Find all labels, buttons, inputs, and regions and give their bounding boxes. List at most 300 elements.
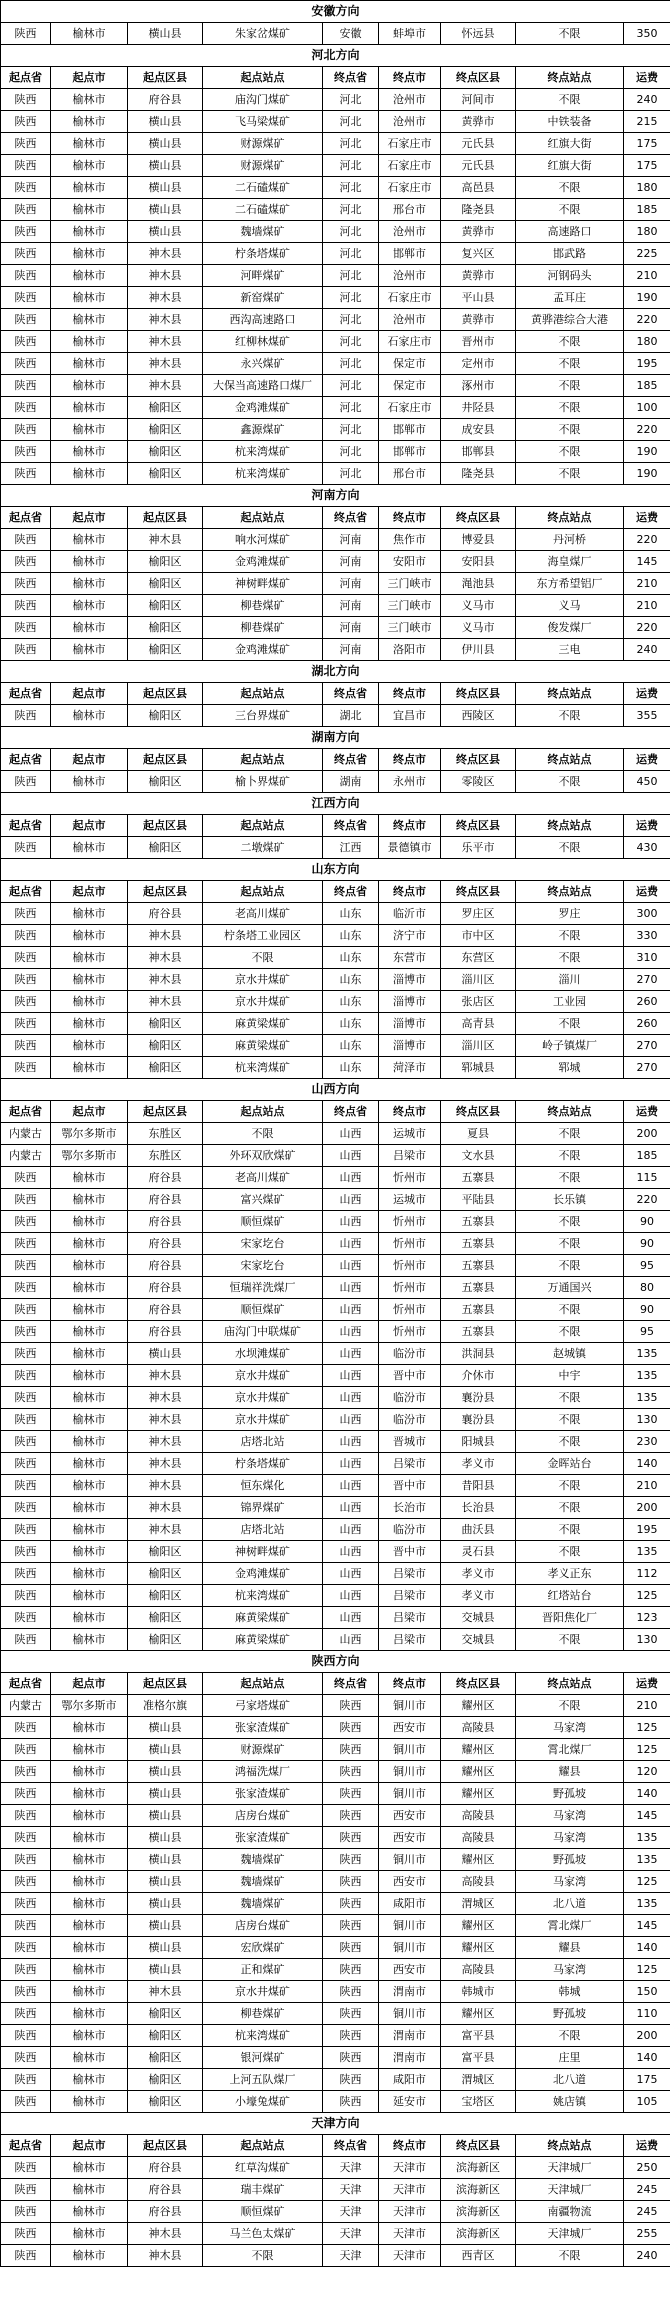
table-cell: 外环双欣煤矿 xyxy=(203,1145,323,1167)
column-header: 终点市 xyxy=(379,67,441,89)
table-cell: 张店区 xyxy=(441,991,516,1013)
table-cell: 河北 xyxy=(323,265,379,287)
table-cell: 天津 xyxy=(323,2157,379,2179)
table-cell: 鸿福洗煤厂 xyxy=(203,1761,323,1783)
table-body xyxy=(1,1,670,2267)
table-cell: 吕梁市 xyxy=(379,1585,441,1607)
table-cell: 柠条塔煤矿 xyxy=(203,243,323,265)
column-header: 终点省 xyxy=(323,881,379,903)
table-cell: 陕西 xyxy=(1,1409,51,1431)
table-cell: 山西 xyxy=(323,1277,379,1299)
column-header: 起点市 xyxy=(51,815,128,837)
table-cell: 三台界煤矿 xyxy=(203,705,323,727)
table-cell: 山西 xyxy=(323,1365,379,1387)
table-cell: 陕西 xyxy=(323,2069,379,2091)
table-cell: 耀县 xyxy=(516,1937,624,1959)
table-cell: 220 xyxy=(624,1189,670,1211)
table-cell: 150 xyxy=(624,1981,670,2003)
table-cell: 450 xyxy=(624,771,670,793)
table-cell: 河北 xyxy=(323,353,379,375)
section-title-row xyxy=(1,1,670,23)
table-cell: 横山县 xyxy=(128,1915,203,1937)
table-cell: 河畔煤矿 xyxy=(203,265,323,287)
table-cell: 山东 xyxy=(323,1013,379,1035)
table-cell: 陕西 xyxy=(323,1783,379,1805)
table-cell: 晋中市 xyxy=(379,1541,441,1563)
column-header: 终点市 xyxy=(379,749,441,771)
table-cell: 横山县 xyxy=(128,199,203,221)
table-cell: 榆林市 xyxy=(51,991,128,1013)
table-cell: 河北 xyxy=(323,221,379,243)
table-cell: 260 xyxy=(624,991,670,1013)
column-header: 起点市 xyxy=(51,2135,128,2157)
table-cell: 复兴区 xyxy=(441,243,516,265)
table-cell: 榆林市 xyxy=(51,1409,128,1431)
column-header: 终点省 xyxy=(323,683,379,705)
table-cell: 渭南市 xyxy=(379,2025,441,2047)
table-cell: 130 xyxy=(624,1629,670,1651)
table-cell: 横山县 xyxy=(128,177,203,199)
table-cell: 河北 xyxy=(323,375,379,397)
table-cell: 杭来湾煤矿 xyxy=(203,2025,323,2047)
column-header: 终点站点 xyxy=(516,1673,624,1695)
table-cell: 怀远县 xyxy=(441,23,516,45)
table-cell: 不限 xyxy=(516,463,624,485)
table-cell: 金鸡滩煤矿 xyxy=(203,639,323,661)
table-cell: 府谷县 xyxy=(128,1299,203,1321)
table-cell: 南疆物流 xyxy=(516,2201,624,2223)
table-cell: 黄骅市 xyxy=(441,309,516,331)
table-cell: 175 xyxy=(624,155,670,177)
table-cell: 天津 xyxy=(323,2223,379,2245)
table-cell: 柳巷煤矿 xyxy=(203,617,323,639)
table-cell: 府谷县 xyxy=(128,1277,203,1299)
table-cell: 天津城厂 xyxy=(516,2223,624,2245)
table-cell: 涿州市 xyxy=(441,375,516,397)
table-cell: 山西 xyxy=(323,1321,379,1343)
column-header: 起点市 xyxy=(51,749,128,771)
section-title: 山东方向 xyxy=(1,859,670,881)
table-cell: 马家湾 xyxy=(516,1871,624,1893)
table-cell: 长治市 xyxy=(379,1497,441,1519)
table-cell: 山东 xyxy=(323,1057,379,1079)
table-cell: 府谷县 xyxy=(128,2179,203,2201)
table-cell: 山西 xyxy=(323,1475,379,1497)
table-cell: 210 xyxy=(624,1695,670,1717)
table-row xyxy=(1,1629,670,1651)
table-cell: 平陆县 xyxy=(441,1189,516,1211)
table-cell: 陕西 xyxy=(1,1761,51,1783)
table-cell: 榆林市 xyxy=(51,111,128,133)
table-cell: 三电 xyxy=(516,639,624,661)
table-cell: 京水井煤矿 xyxy=(203,1365,323,1387)
column-header: 起点省 xyxy=(1,507,51,529)
table-cell: 庙沟门中联煤矿 xyxy=(203,1321,323,1343)
table-row xyxy=(1,1189,670,1211)
column-header: 起点区县 xyxy=(128,67,203,89)
table-cell: 陕西 xyxy=(323,1959,379,1981)
table-cell: 陕西 xyxy=(1,2047,51,2069)
table-cell: 陕西 xyxy=(1,969,51,991)
table-cell: 不限 xyxy=(516,397,624,419)
column-header: 起点省 xyxy=(1,683,51,705)
table-cell: 麻黄梁煤矿 xyxy=(203,1035,323,1057)
table-cell: 榆阳区 xyxy=(128,771,203,793)
table-cell: 山西 xyxy=(323,1145,379,1167)
table-cell: 黄骅市 xyxy=(441,265,516,287)
column-header: 终点市 xyxy=(379,683,441,705)
table-cell: 榆林市 xyxy=(51,1057,128,1079)
table-cell: 襄汾县 xyxy=(441,1387,516,1409)
table-cell: 陕西 xyxy=(1,2245,51,2267)
table-cell: 不限 xyxy=(516,1299,624,1321)
table-cell: 柠条塔煤矿 xyxy=(203,1453,323,1475)
column-header: 终点市 xyxy=(379,1673,441,1695)
table-row xyxy=(1,397,670,419)
table-cell: 榆林市 xyxy=(51,947,128,969)
table-cell: 庄里 xyxy=(516,2047,624,2069)
table-cell: 东营市 xyxy=(379,947,441,969)
table-cell: 天津市 xyxy=(379,2223,441,2245)
table-cell: 准格尔旗 xyxy=(128,1695,203,1717)
table-cell: 山东 xyxy=(323,1035,379,1057)
table-cell: 西沟高速路口 xyxy=(203,309,323,331)
table-cell: 135 xyxy=(624,1387,670,1409)
table-cell: 陕西 xyxy=(1,1937,51,1959)
table-cell: 孝义市 xyxy=(441,1585,516,1607)
table-cell: 义马市 xyxy=(441,617,516,639)
table-cell: 120 xyxy=(624,1761,670,1783)
table-cell: 榆林市 xyxy=(51,177,128,199)
table-cell: 陕西 xyxy=(1,1189,51,1211)
table-cell: 交城县 xyxy=(441,1629,516,1651)
table-cell: 220 xyxy=(624,419,670,441)
table-cell: 不限 xyxy=(516,375,624,397)
table-cell: 府谷县 xyxy=(128,89,203,111)
table-cell: 京水井煤矿 xyxy=(203,1409,323,1431)
table-cell: 河北 xyxy=(323,419,379,441)
section-title-row xyxy=(1,859,670,881)
table-cell: 330 xyxy=(624,925,670,947)
table-cell: 榆林市 xyxy=(51,1585,128,1607)
table-cell: 孟耳庄 xyxy=(516,287,624,309)
table-cell: 曲沃县 xyxy=(441,1519,516,1541)
table-cell: 天津市 xyxy=(379,2157,441,2179)
column-header: 终点省 xyxy=(323,67,379,89)
table-cell: 135 xyxy=(624,1849,670,1871)
table-cell: 榆林市 xyxy=(51,1739,128,1761)
table-cell: 淄博市 xyxy=(379,1013,441,1035)
column-header: 起点站点 xyxy=(203,67,323,89)
table-cell: 陕西 xyxy=(323,1871,379,1893)
table-cell: 五寨县 xyxy=(441,1211,516,1233)
table-row xyxy=(1,1937,670,1959)
column-header: 终点区县 xyxy=(441,67,516,89)
table-row xyxy=(1,1167,670,1189)
table-cell: 190 xyxy=(624,441,670,463)
table-cell: 柳巷煤矿 xyxy=(203,595,323,617)
table-cell: 洛阳市 xyxy=(379,639,441,661)
table-cell: 榆林市 xyxy=(51,1519,128,1541)
table-cell: 270 xyxy=(624,1035,670,1057)
table-cell: 上河五队煤厂 xyxy=(203,2069,323,2091)
table-cell: 成安县 xyxy=(441,419,516,441)
table-cell: 山西 xyxy=(323,1233,379,1255)
table-cell: 榆阳区 xyxy=(128,397,203,419)
table-cell: 横山县 xyxy=(128,111,203,133)
table-cell: 金晖站台 xyxy=(516,1453,624,1475)
table-cell: 韩城市 xyxy=(441,1981,516,2003)
table-cell: 耀州区 xyxy=(441,1783,516,1805)
table-cell: 榆阳区 xyxy=(128,2047,203,2069)
table-cell: 陕西 xyxy=(1,155,51,177)
table-cell: 200 xyxy=(624,1123,670,1145)
table-cell: 横山县 xyxy=(128,1343,203,1365)
table-cell: 榆林市 xyxy=(51,265,128,287)
table-cell: 吕梁市 xyxy=(379,1607,441,1629)
table-cell: 孝义正东 xyxy=(516,1563,624,1585)
table-row xyxy=(1,551,670,573)
table-row xyxy=(1,595,670,617)
table-cell: 榆林市 xyxy=(51,1827,128,1849)
column-header: 起点区县 xyxy=(128,1101,203,1123)
table-cell: 郓城县 xyxy=(441,1057,516,1079)
table-cell: 府谷县 xyxy=(128,1321,203,1343)
table-cell: 榆林市 xyxy=(51,287,128,309)
table-row xyxy=(1,2069,670,2091)
table-cell: 柳巷煤矿 xyxy=(203,2003,323,2025)
table-cell: 临汾市 xyxy=(379,1519,441,1541)
table-cell: 榆林市 xyxy=(51,419,128,441)
table-cell: 榆林市 xyxy=(51,1035,128,1057)
table-cell: 榆林市 xyxy=(51,1255,128,1277)
table-cell: 红草沟煤矿 xyxy=(203,2157,323,2179)
table-cell: 天津 xyxy=(323,2179,379,2201)
table-cell: 240 xyxy=(624,2245,670,2267)
table-cell: 鄂尔多斯市 xyxy=(51,1145,128,1167)
section-title: 河北方向 xyxy=(1,45,670,67)
column-header: 起点站点 xyxy=(203,815,323,837)
column-header: 终点区县 xyxy=(441,749,516,771)
table-cell: 榆阳区 xyxy=(128,419,203,441)
table-cell: 临汾市 xyxy=(379,1387,441,1409)
table-cell: 125 xyxy=(624,1871,670,1893)
table-cell: 陕西 xyxy=(1,1343,51,1365)
table-cell: 215 xyxy=(624,111,670,133)
column-header: 起点省 xyxy=(1,1101,51,1123)
table-cell: 西青区 xyxy=(441,2245,516,2267)
table-cell: 邯郸市 xyxy=(379,441,441,463)
table-cell: 高陵县 xyxy=(441,1827,516,1849)
column-header: 终点区县 xyxy=(441,881,516,903)
table-cell: 魏墙煤矿 xyxy=(203,1849,323,1871)
table-cell: 榆林市 xyxy=(51,1805,128,1827)
table-cell: 神木县 xyxy=(128,265,203,287)
table-cell: 榆林市 xyxy=(51,1607,128,1629)
column-header: 起点站点 xyxy=(203,749,323,771)
table-cell: 95 xyxy=(624,1321,670,1343)
table-cell: 430 xyxy=(624,837,670,859)
table-cell: 陕西 xyxy=(1,1541,51,1563)
table-cell: 榆林市 xyxy=(51,331,128,353)
table-cell: 山西 xyxy=(323,1387,379,1409)
table-cell: 博爱县 xyxy=(441,529,516,551)
table-cell: 陕西 xyxy=(1,1563,51,1585)
table-cell: 高青县 xyxy=(441,1013,516,1035)
table-cell: 蚌埠市 xyxy=(379,23,441,45)
table-cell: 横山县 xyxy=(128,1783,203,1805)
table-row xyxy=(1,1035,670,1057)
table-cell: 陕西 xyxy=(323,1739,379,1761)
table-cell: 神木县 xyxy=(128,969,203,991)
table-cell: 孝义市 xyxy=(441,1563,516,1585)
column-header-row xyxy=(1,749,670,771)
table-cell: 横山县 xyxy=(128,1827,203,1849)
table-cell: 不限 xyxy=(203,2245,323,2267)
table-cell: 榆林市 xyxy=(51,1893,128,1915)
table-cell: 淄川区 xyxy=(441,969,516,991)
table-cell: 陕西 xyxy=(1,441,51,463)
table-row xyxy=(1,947,670,969)
table-row xyxy=(1,265,670,287)
table-cell: 榆林市 xyxy=(51,1453,128,1475)
table-cell: 245 xyxy=(624,2201,670,2223)
table-cell: 不限 xyxy=(203,947,323,969)
table-cell: 河北 xyxy=(323,463,379,485)
table-cell: 横山县 xyxy=(128,1849,203,1871)
table-cell: 185 xyxy=(624,1145,670,1167)
table-cell: 112 xyxy=(624,1563,670,1585)
table-cell: 不限 xyxy=(516,89,624,111)
table-cell: 横山县 xyxy=(128,1805,203,1827)
table-cell: 山西 xyxy=(323,1167,379,1189)
table-cell: 恒东煤化 xyxy=(203,1475,323,1497)
table-cell: 金鸡滩煤矿 xyxy=(203,1563,323,1585)
table-cell: 东胜区 xyxy=(128,1123,203,1145)
table-cell: 黄骅市 xyxy=(441,111,516,133)
table-row xyxy=(1,2223,670,2245)
table-cell: 125 xyxy=(624,1739,670,1761)
table-cell: 陕西 xyxy=(323,1695,379,1717)
column-header: 终点站点 xyxy=(516,881,624,903)
table-row xyxy=(1,1255,670,1277)
table-cell: 财源煤矿 xyxy=(203,1739,323,1761)
table-cell: 杭来湾煤矿 xyxy=(203,1057,323,1079)
table-row xyxy=(1,1343,670,1365)
table-cell: 榆林市 xyxy=(51,573,128,595)
table-cell: 240 xyxy=(624,639,670,661)
column-header: 运费 xyxy=(624,683,670,705)
column-header: 起点区县 xyxy=(128,683,203,705)
table-row xyxy=(1,287,670,309)
table-cell: 榆林市 xyxy=(51,1387,128,1409)
table-cell: 高陵县 xyxy=(441,1805,516,1827)
table-cell: 咸阳市 xyxy=(379,2069,441,2091)
table-cell: 野孤坡 xyxy=(516,2003,624,2025)
table-cell: 陕西 xyxy=(1,111,51,133)
table-cell: 榆阳区 xyxy=(128,1035,203,1057)
column-header: 起点站点 xyxy=(203,881,323,903)
table-cell: 高速路口 xyxy=(516,221,624,243)
column-header: 起点区县 xyxy=(128,2135,203,2157)
table-cell: 红塔站台 xyxy=(516,1585,624,1607)
table-cell: 延安市 xyxy=(379,2091,441,2113)
table-row xyxy=(1,155,670,177)
table-cell: 石家庄市 xyxy=(379,287,441,309)
table-cell: 山西 xyxy=(323,1629,379,1651)
table-cell: 府谷县 xyxy=(128,1189,203,1211)
table-cell: 横山县 xyxy=(128,1761,203,1783)
table-cell: 河北 xyxy=(323,441,379,463)
table-cell: 义马市 xyxy=(441,595,516,617)
table-cell: 西安市 xyxy=(379,1827,441,1849)
table-cell: 陕西 xyxy=(1,617,51,639)
table-cell: 陕西 xyxy=(1,1915,51,1937)
table-cell: 陕西 xyxy=(1,1871,51,1893)
table-cell: 250 xyxy=(624,2157,670,2179)
table-row xyxy=(1,2047,670,2069)
table-cell: 陕西 xyxy=(1,2223,51,2245)
table-cell: 天津市 xyxy=(379,2179,441,2201)
table-cell: 平山县 xyxy=(441,287,516,309)
table-cell: 长治县 xyxy=(441,1497,516,1519)
table-cell: 夏县 xyxy=(441,1123,516,1145)
table-cell: 西安市 xyxy=(379,1871,441,1893)
column-header-row xyxy=(1,2135,670,2157)
table-cell: 210 xyxy=(624,265,670,287)
table-cell: 天津城厂 xyxy=(516,2157,624,2179)
table-cell: 陕西 xyxy=(1,1167,51,1189)
table-cell: 榆林市 xyxy=(51,903,128,925)
table-cell: 天津 xyxy=(323,2201,379,2223)
table-cell: 榆林市 xyxy=(51,969,128,991)
section-title: 天津方向 xyxy=(1,2113,670,2135)
table-cell: 陕西 xyxy=(1,639,51,661)
table-cell: 神木县 xyxy=(128,309,203,331)
table-cell: 榆阳区 xyxy=(128,2069,203,2091)
table-cell: 神木县 xyxy=(128,243,203,265)
table-cell: 榆林市 xyxy=(51,837,128,859)
table-cell: 金鸡滩煤矿 xyxy=(203,551,323,573)
column-header: 终点省 xyxy=(323,2135,379,2157)
table-cell: 陕西 xyxy=(1,1475,51,1497)
table-cell: 邯武路 xyxy=(516,243,624,265)
table-cell: 榆林市 xyxy=(51,551,128,573)
table-cell: 魏墙煤矿 xyxy=(203,1871,323,1893)
table-cell: 耀州区 xyxy=(441,1937,516,1959)
table-cell: 榆林市 xyxy=(51,243,128,265)
table-cell: 财源煤矿 xyxy=(203,133,323,155)
table-cell: 山西 xyxy=(323,1607,379,1629)
table-cell: 淄川区 xyxy=(441,1035,516,1057)
table-cell: 财源煤矿 xyxy=(203,155,323,177)
table-cell: 红柳林煤矿 xyxy=(203,331,323,353)
table-row xyxy=(1,969,670,991)
table-cell: 马家湾 xyxy=(516,1717,624,1739)
table-cell: 195 xyxy=(624,1519,670,1541)
table-cell: 工业园 xyxy=(516,991,624,1013)
table-cell: 交城县 xyxy=(441,1607,516,1629)
table-row xyxy=(1,177,670,199)
table-cell: 90 xyxy=(624,1211,670,1233)
table-cell: 渭城区 xyxy=(441,1893,516,1915)
table-cell: 耀州区 xyxy=(441,1761,516,1783)
table-cell: 神木县 xyxy=(128,353,203,375)
table-cell: 陕西 xyxy=(1,573,51,595)
table-cell: 榆林市 xyxy=(51,89,128,111)
table-cell: 横山县 xyxy=(128,133,203,155)
table-cell: 马家湾 xyxy=(516,1827,624,1849)
